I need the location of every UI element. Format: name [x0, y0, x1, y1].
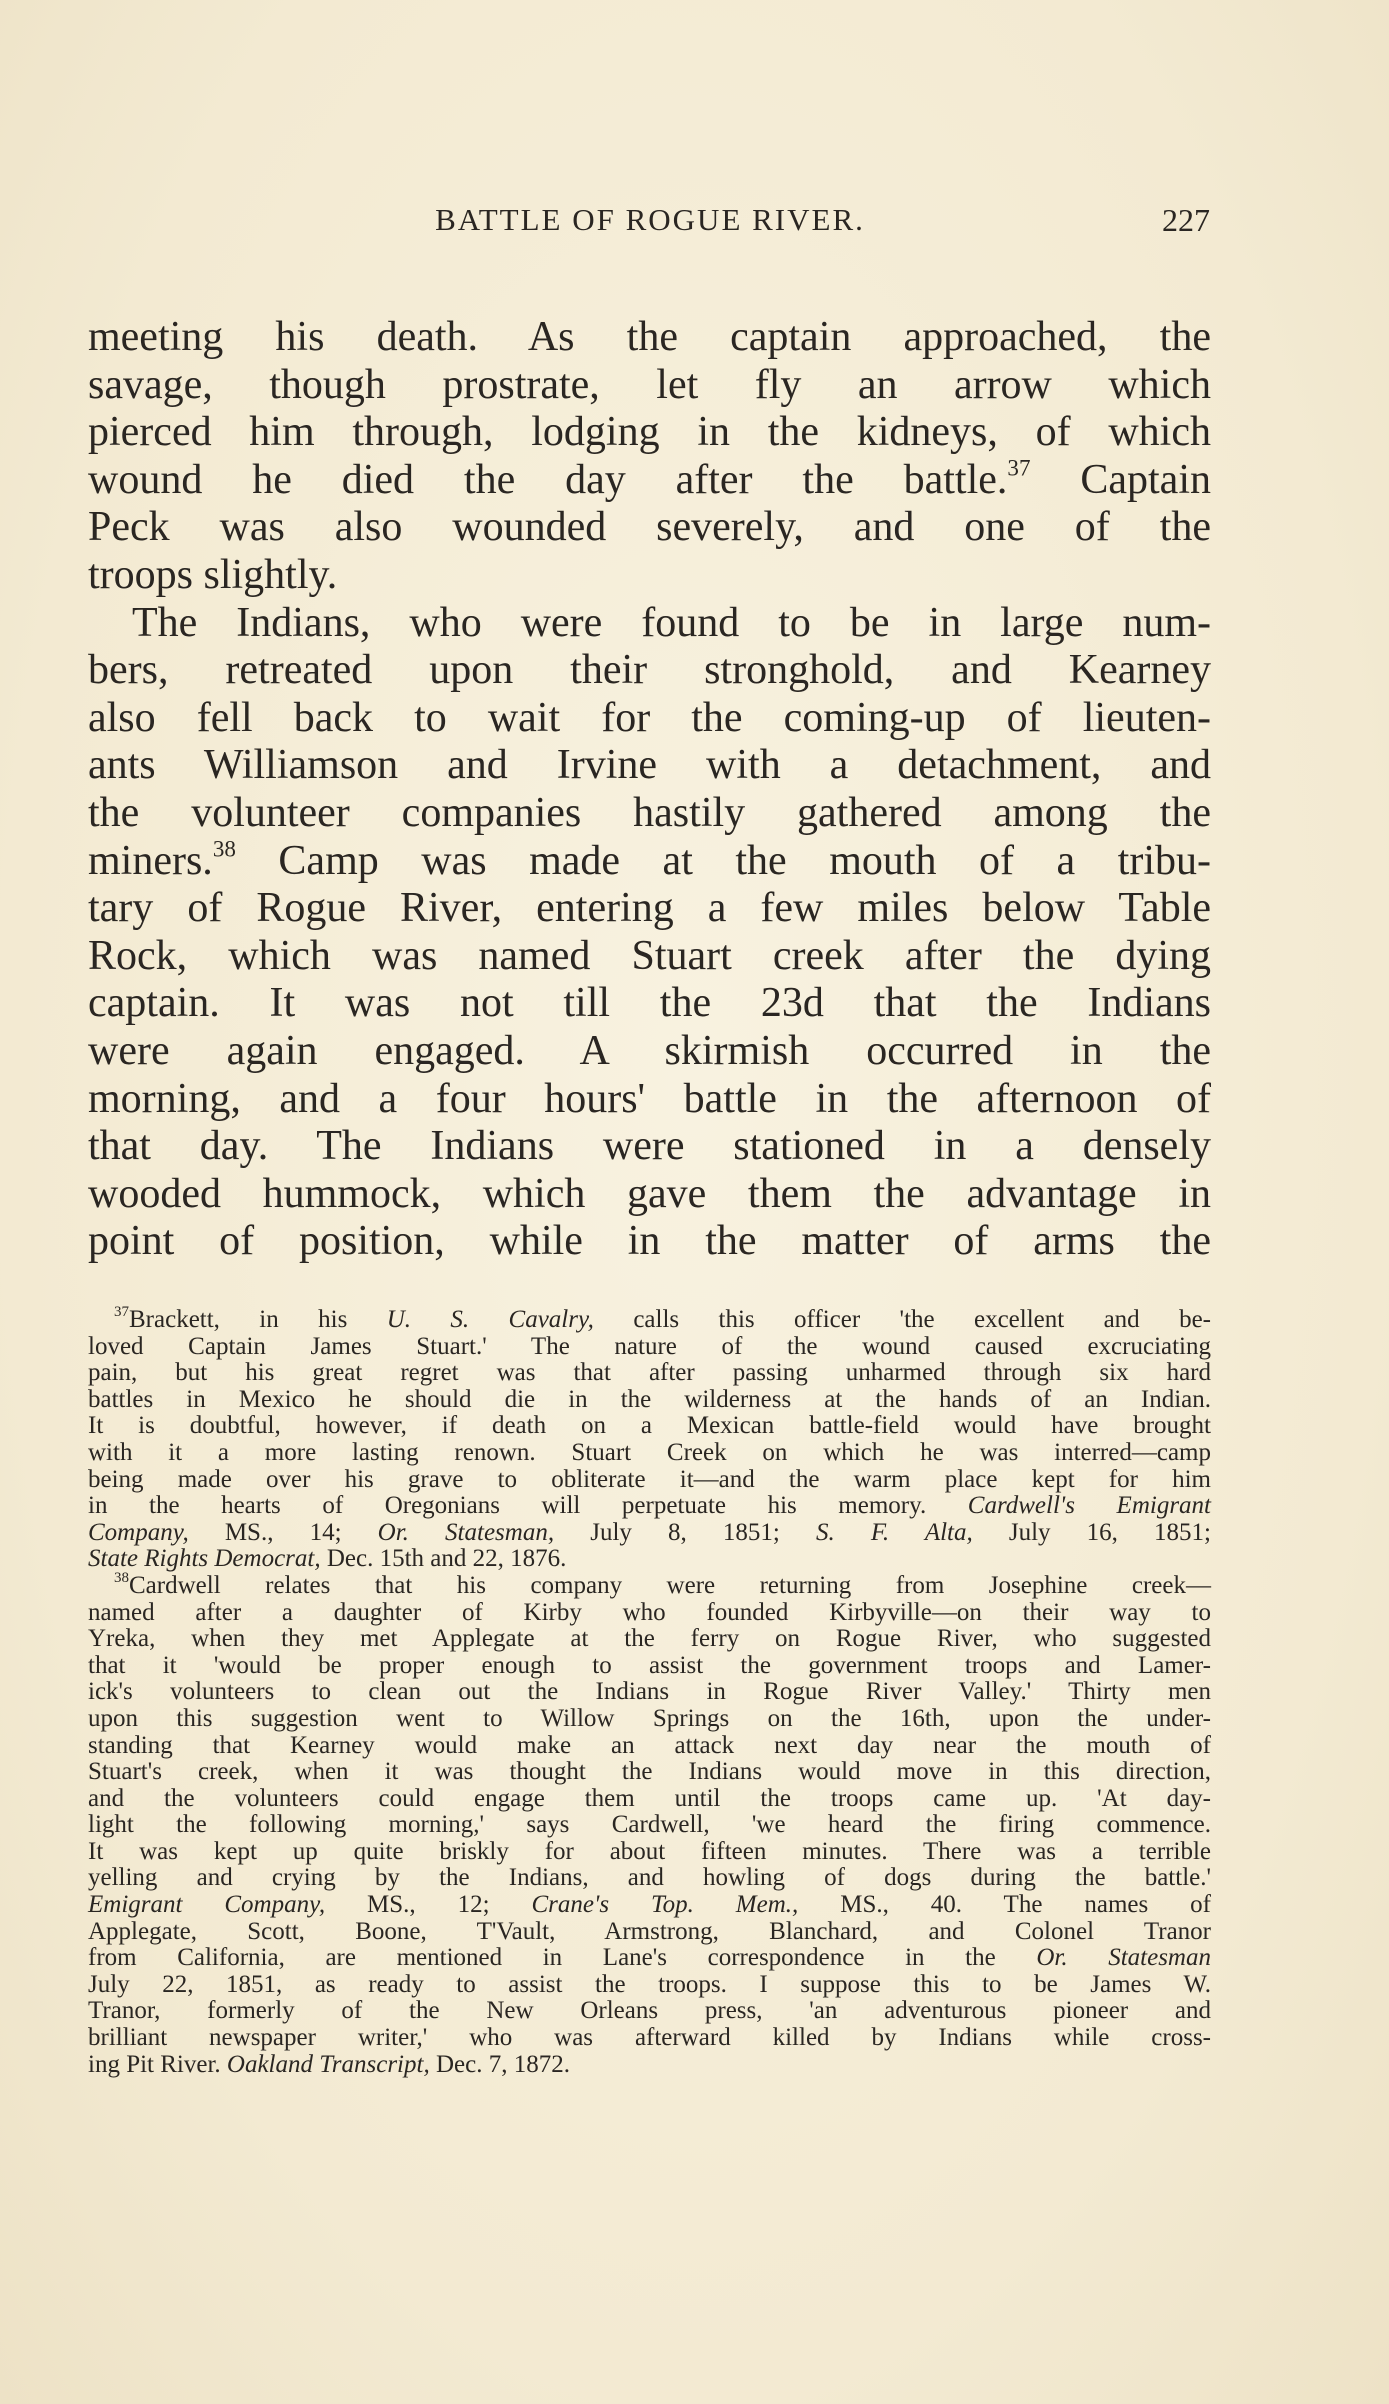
citation: U. S. Cavalry,: [386, 1306, 594, 1333]
text-line: were again engaged. A skirmish occurred in the: [88, 1027, 1211, 1074]
page-number: 227: [1162, 202, 1210, 238]
text-line: pierced him through, lodging in the kidneys, of which: [88, 409, 1211, 456]
footnote-line: [88, 2052, 1211, 2079]
text-line: Rock, which was named Stuart creek after the dying: [88, 932, 1211, 979]
citation: Or. Statesman,: [377, 1518, 555, 1546]
footnote-line: It is doubtful, however, if death on a Mexican battle-field would have brought: [88, 1412, 1211, 1440]
footnote-line: loved Captain James Stuart.' The nature of the wound caused excruciating: [88, 1332, 1211, 1360]
footnote-line: yelling and crying by the Indians, and howling of dogs during the battle.': [88, 1864, 1211, 1892]
footnote-line: Applegate, Scott, Boone, T'Vault, Armstrong, Blanchard, and Colonel Tranor: [88, 1917, 1211, 1945]
footnote-line: upon this suggestion went to Willow Springs on the 16th, upon the under-: [88, 1704, 1211, 1732]
footnote-line: It was kept up quite briskly for about fifteen minutes. There was a terrible: [88, 1837, 1211, 1865]
footnote-line: pain, but his great regret was that after passing unharmed through six hard: [88, 1359, 1211, 1387]
running-title: BATTLE OF ROGUE RIVER.: [435, 202, 865, 237]
text-line: troops slightly.: [88, 551, 338, 598]
footnote-line: Yreka, when they met Applegate at the ferry on Rogue River, who suggested: [88, 1625, 1211, 1653]
text-line: The Indians, who were found to be in large num-: [132, 599, 1211, 646]
text-fragment: Cardwell relates that his company were returning from Josephine creek—: [129, 1571, 1211, 1599]
footnote-line: ick's volunteers to clean out the Indians in Rogue River Valley.' Thirty men: [88, 1678, 1211, 1706]
footnote-line: [88, 1892, 1211, 1919]
text-fragment: MS., 40. The names of: [798, 1891, 1211, 1919]
text-line: tary of Rogue River, entering a few miles below Table: [88, 885, 1211, 932]
text-fragment: Camp was made at the mouth of a tribu-: [278, 837, 1211, 884]
text-line: savage, though prostrate, let fly an arrow which: [88, 361, 1211, 408]
footnote-38: [88, 1569, 1211, 1600]
footnote-marker: 37: [114, 1303, 129, 1320]
footnote-line: battles in Mexico he should die in the wilderness at the hands of an Indian.: [88, 1385, 1211, 1413]
footnote-line: [88, 1945, 1211, 1972]
footnote-line: July 22, 1851, as ready to assist the troops. I suppose this to be James W.: [88, 1970, 1211, 1998]
text-line: [88, 835, 1211, 886]
text-fragment: from California, are mentioned in Lane's correspondence in the: [88, 1944, 1037, 1972]
text-line: [88, 454, 1211, 505]
footnote-ref-38: 38: [212, 835, 236, 862]
text-line: also fell back to wait for the coming-up of lieuten-: [88, 694, 1211, 741]
citation: State Rights Democrat,: [88, 1545, 321, 1573]
footnote-line: [88, 1546, 1211, 1573]
footnote-line: standing that Kearney would make an attack next day near the mouth of: [88, 1731, 1211, 1759]
citation: S. F. Alta,: [815, 1518, 973, 1546]
footnote-line: Stuart's creek, when it was thought the Indians would move in this direction,: [88, 1758, 1211, 1786]
citation: Emigrant Company,: [88, 1891, 326, 1919]
text-fragment: in the hearts of Oregonians will perpetuate his memory.: [88, 1492, 968, 1520]
body-text: [88, 314, 1211, 1266]
citation: Or. Statesman: [1036, 1944, 1211, 1972]
text-fragment: Dec. 15th and 22, 1876.: [320, 1545, 567, 1573]
footnote-line: brilliant newspaper writer,' who was afterward killed by Indians while cross-: [88, 2024, 1211, 2052]
text-line: bers, retreated upon their stronghold, and Kearney: [88, 647, 1211, 694]
footnotes: [88, 1303, 1211, 2078]
text-line: meeting his death. As the captain approached, the: [88, 314, 1211, 360]
footnote-marker: 38: [114, 1569, 129, 1586]
footnote-line: and the volunteers could engage them until the troops came up. 'At day-: [88, 1784, 1211, 1812]
text-fragment: MS., 12;: [325, 1891, 532, 1919]
text-fragment: Dec. 7, 1872.: [429, 2050, 570, 2078]
footnote-line: [88, 1493, 1211, 1520]
text-fragment: calls this officer 'the excellent and be-: [593, 1306, 1211, 1333]
footnote-line: that it 'would be proper enough to assist the government troops and Lamer-: [88, 1651, 1211, 1679]
text-line: the volunteer companies hastily gathered among the: [88, 789, 1211, 836]
text-fragment: MS., 14;: [188, 1518, 378, 1546]
text-fragment: miners.: [88, 837, 213, 884]
text-line: ants Williamson and Irvine with a detachment, and: [88, 742, 1211, 789]
text-fragment: Brackett, in his: [129, 1306, 387, 1333]
text-fragment: July 8, 1851;: [554, 1518, 816, 1546]
footnote-line: being made over his grave to obliterate it—and the warm place kept for him: [88, 1465, 1211, 1493]
running-head: [90, 200, 1210, 240]
text-fragment: wound he died the day after the battle.: [88, 456, 1008, 503]
footnote-line: Tranor, formerly of the New Orleans press, 'an adventurous pioneer and: [88, 1997, 1211, 2025]
text-fragment: Captain: [1080, 456, 1211, 503]
text-line: that day. The Indians were stationed in a densely: [88, 1123, 1211, 1170]
footnote-ref-37: 37: [1007, 454, 1031, 481]
footnote-line: named after a daughter of Kirby who founded Kirbyville—on their way to: [88, 1598, 1211, 1626]
footnote-line: [88, 1520, 1211, 1547]
footnote-line: light the following morning,' says Cardwell, 'we heard the firing commence.: [88, 1811, 1211, 1839]
text-line: morning, and a four hours' battle in the afternoon of: [88, 1075, 1211, 1122]
footnote-37: [88, 1303, 1211, 1334]
text-fragment: July 16, 1851;: [972, 1518, 1211, 1546]
footnote-line: with it a more lasting renown. Stuart Creek on which he was interred—camp: [88, 1438, 1211, 1466]
text-line: Peck was also wounded severely, and one of the: [88, 504, 1211, 551]
text-line: captain. It was not till the 23d that the Indians: [88, 980, 1211, 1027]
text-line: wooded hummock, which gave them the advantage in: [88, 1170, 1211, 1217]
citation: Oakland Transcript,: [226, 2050, 430, 2078]
citation: Crane's Top. Mem.,: [531, 1891, 799, 1919]
citation: Company,: [88, 1518, 189, 1546]
text-line: point of position, while in the matter of arms the: [88, 1218, 1211, 1265]
text-fragment: ing Pit River.: [88, 2050, 227, 2078]
citation: Cardwell's Emigrant: [967, 1492, 1211, 1520]
